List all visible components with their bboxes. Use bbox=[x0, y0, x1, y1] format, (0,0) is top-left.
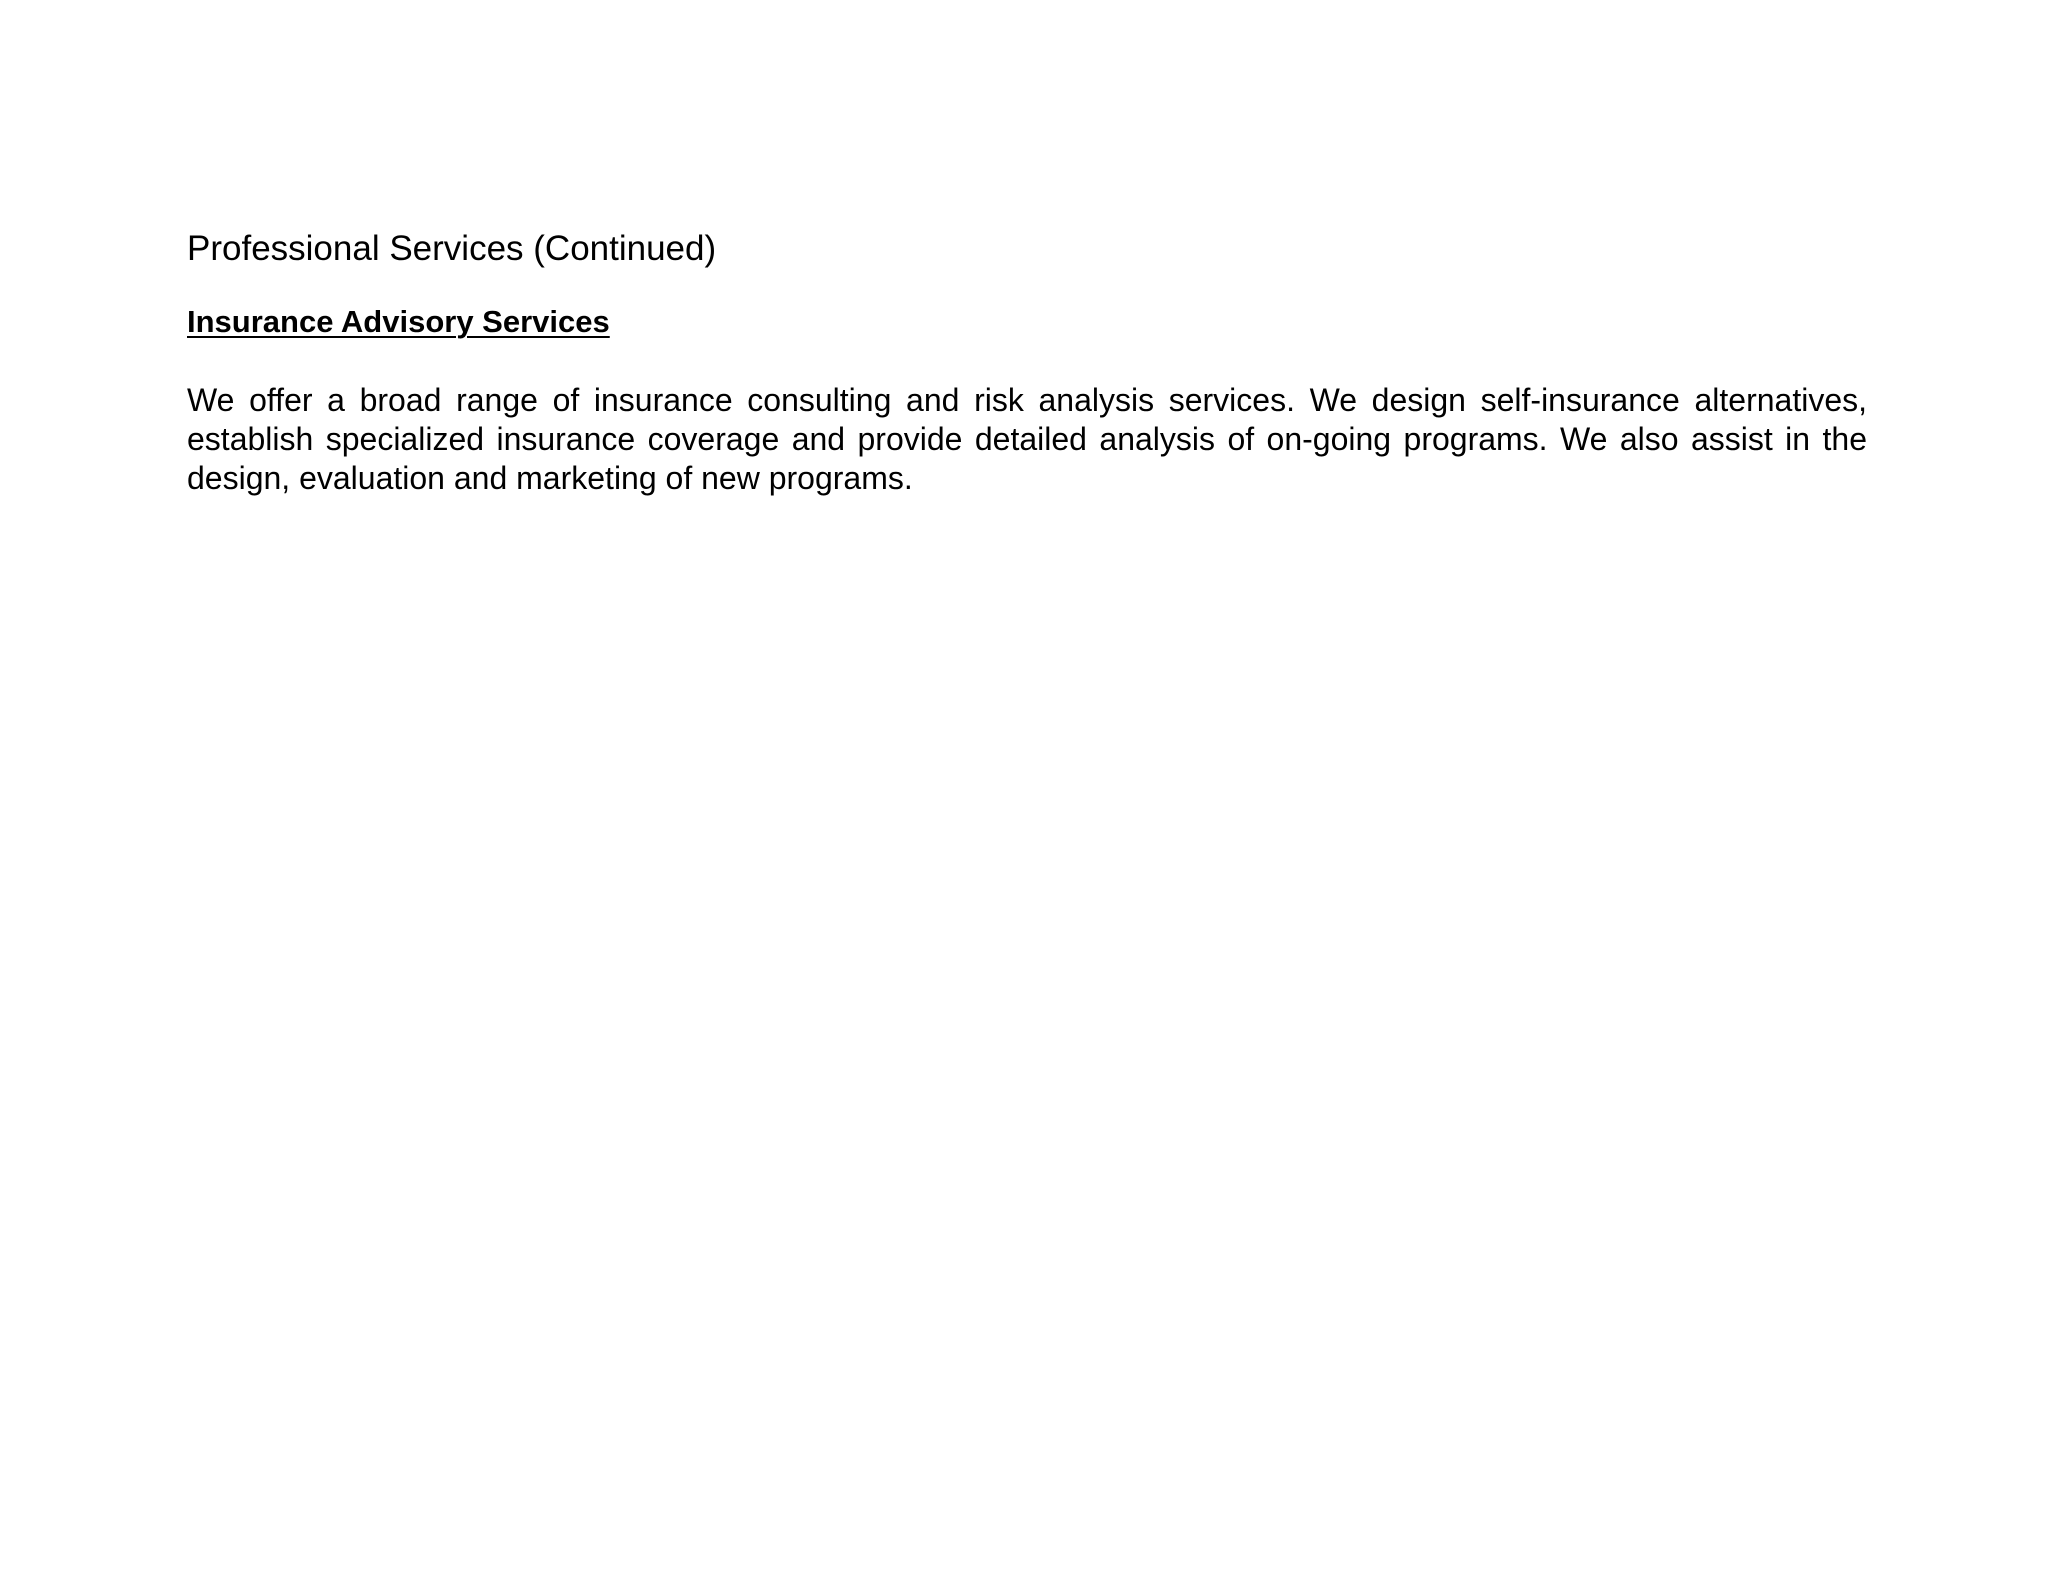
subheading-insurance-advisory: Insurance Advisory Services bbox=[187, 304, 610, 339]
section-title: Professional Services (Continued) bbox=[187, 229, 717, 268]
body-paragraph: We offer a broad range of insurance consulting and risk analysis services. We design self-insurance alternatives, establish specialized insurance coverage and provide detailed analysis of on-going programs. We also assist in the design, evaluation and marketing of new programs. bbox=[187, 382, 1867, 496]
